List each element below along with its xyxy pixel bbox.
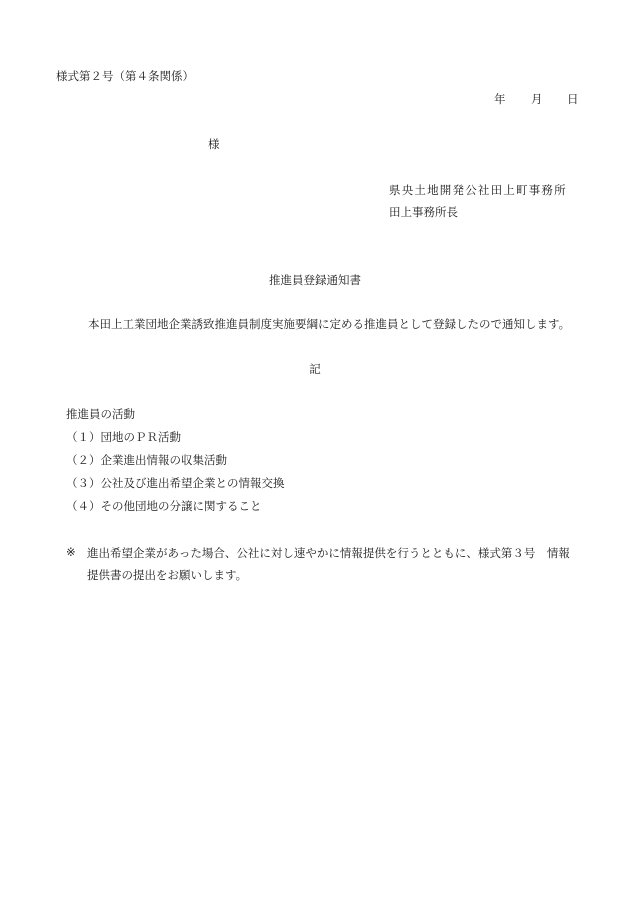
sender-organization: 県央土地開発公社田上町事務所 <box>389 183 567 197</box>
ki-heading: 記 <box>309 362 321 376</box>
document-body: 本田上工業団地企業誘致推進員制度実施要綱に定める推進員として登録したので通知します。 <box>88 317 571 331</box>
date-year-label: 年 <box>494 92 506 106</box>
note-line: 提供書の提出をお願いします。 <box>87 568 248 582</box>
document-title: 推進員登録通知書 <box>269 273 361 287</box>
list-item: （３）公社及び進出希望企業との情報交換 <box>66 476 285 490</box>
list-item: （２）企業進出情報の収集活動 <box>66 453 227 467</box>
activities-heading: 推進員の活動 <box>66 407 135 421</box>
date-day-label: 日 <box>567 92 579 106</box>
note-mark: ※ <box>66 545 76 559</box>
date-line <box>494 94 579 106</box>
form-number: 様式第２号（第４条関係） <box>56 69 194 83</box>
list-item: （１）団地のＰＲ活動 <box>66 430 181 444</box>
addressee-suffix: 様 <box>208 137 220 151</box>
sender-title: 田上事務所長 <box>389 205 458 219</box>
activities-list <box>66 432 285 524</box>
date-month-label: 月 <box>531 92 543 106</box>
list-item: （４）その他団地の分譲に関すること <box>66 499 262 513</box>
note-line: 進出希望企業があった場合、公社に対し速やかに情報提供を行うとともに、様式第３号 情報 <box>87 546 570 560</box>
